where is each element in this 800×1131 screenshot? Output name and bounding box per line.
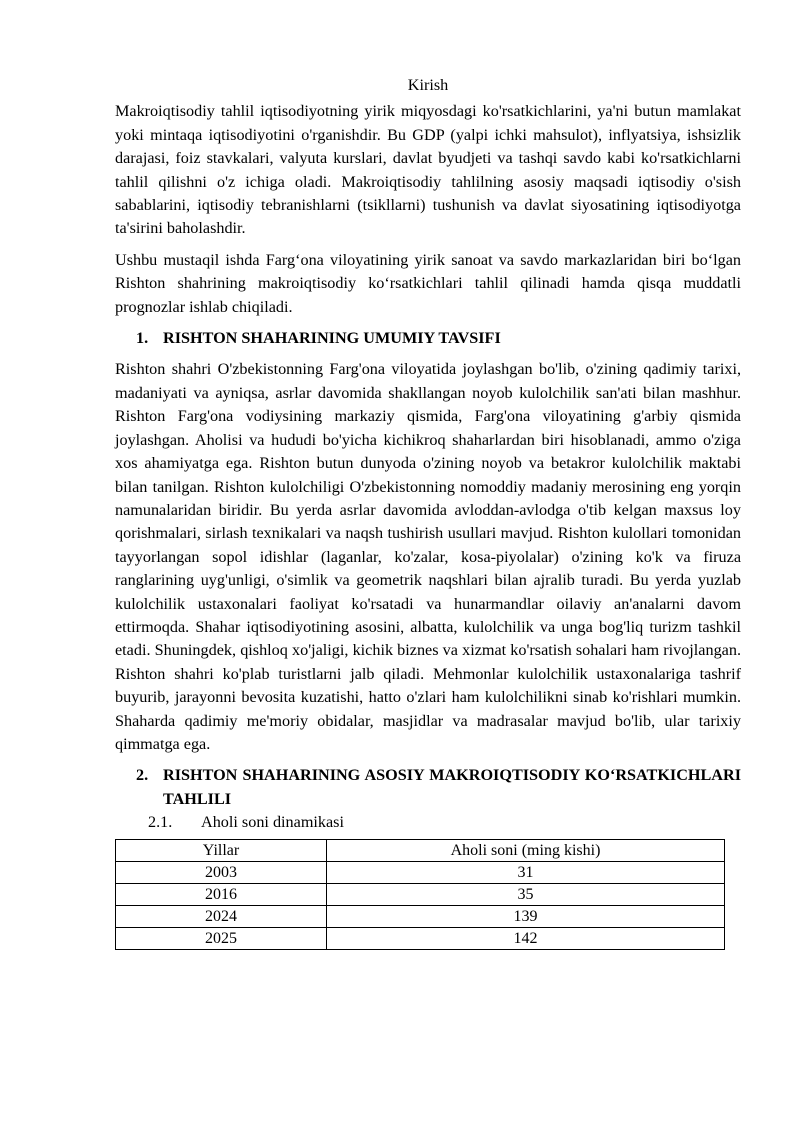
population-table (115, 839, 725, 950)
table-header-population: Aholi soni (ming kishi) (327, 839, 725, 861)
intro-paragraph-1: Makroiqtisodiy tahlil iqtisodiyotning yirik miqyosdagi ko'rsatkichlarini, ya'ni butun mamlakat yoki mintaqa iqtisodiyotini o'rganishdir. Bu GDP (yalpi ichki mahsulot), inflyatsiya, ishsizlik darajasi, foiz stavkalari, valyuta kurslari, davlat byudjeti va tashqi savdo kabi ko'rsatkichlarni tahlil qilishni o'z ichiga oladi. Makroiqtisodiy tahlilning asosiy maqsadi iqtisodiy o'sish sabablarini, iqtisodiy tebranishlarni (tsikllarni) tushunish va davlat siyosatining iqtisodiyotga ta'sirini baholashdir. (115, 102, 741, 238)
table-row (116, 861, 725, 883)
section-2-title: RISHTON SHAHARINING ASOSIY MAKROIQTISODIY KO‘RSATKICHLARI TAHLILI (163, 766, 741, 808)
section-1-number: 1. (136, 329, 149, 348)
intro-paragraph-2: Ushbu mustaqil ishda Farg‘ona viloyatining yirik sanoat va savdo markazlaridan biri bo‘lgan Rishton shahrining makroiqtisodiy ko‘rsatkichlari tahlil qilinadi hamda qisqa muddatli prognozlar ishlab chiqiladi. (115, 250, 741, 316)
subsection-2-1-number: 2.1. (148, 813, 173, 832)
table-row (116, 927, 725, 949)
table-header-row (116, 839, 725, 861)
table-cell-population: 35 (327, 883, 725, 905)
table-row (116, 883, 725, 905)
table-cell-population: 142 (327, 927, 725, 949)
document-title: Kirish (407, 76, 449, 94)
section-1-title: RISHTON SHAHARINING UMUMIY TAVSIFI (163, 329, 501, 348)
table-row (116, 905, 725, 927)
table-cell-year: 2024 (116, 905, 327, 927)
table-header-years: Yillar (116, 839, 327, 861)
subsection-2-1 (115, 811, 741, 834)
document-page (115, 74, 741, 950)
table-cell-year: 2016 (116, 883, 327, 905)
table-cell-year: 2003 (116, 861, 327, 883)
table-cell-population: 139 (327, 905, 725, 927)
section-1-paragraph: Rishton shahri O'zbekistonning Farg'ona viloyatida joylashgan bo'lib, o'zining qadimiy tarixi, madaniyati va ayniqsa, asrlar davomida shakllangan noyob kulolchilik san'ati bilan mashhur. Rishton Farg'ona vodiysining markaziy qismida, Farg'ona viloyatining g'arbiy qismida joylashgan. Aholisi va hududi bo'yicha kichikroq shaharlardan biri hisoblanadi, ammo o'ziga xos ahamiyatga ega. Rishton butun dunyoda o'zining noyob va betakror kulolchilik maktabi bilan tanilgan. Rishton kulolchiligi O'zbekistonning nomoddiy madaniy merosining eng yorqin namunalaridan biridir. Bu yerda asrlar davomida avloddan-avlodga o'tib kelgan maxsus loy qorishmalari, sirlash texnikalari va naqsh tushirish usullari mavjud. Rishton kulollari tomonidan tayyorlangan sopol idishlar (laganlar, ko'zalar, kosa-piyolalar) o'zining ko'k va firuza ranglarining uyg'unligi, o'simlik va geometrik naqshlari bilan ajralib turadi. Bu yerda yuzlab kulolchilik ustaxonalari faoliyat ko'rsatadi va hunarmandlar oilaviy an'analarni davom ettirmoqda. Shahar iqtisodiyotining asosini, albatta, kulolchilik va unga bog'liq turizm tashkil etadi. Shuningdek, qishloq xo'jaligi, kichik biznes va xizmat ko'rsatish sohalari ham rivojlangan. Rishton shahri ko'plab turistlarni jalb qiladi. Mehmonlar kulolchilik ustaxonalariga tashrif buyurib, jarayonni bevosita kuzatishi, hatto o'zlari ham kulolchilikni sinab ko'rishlari mumkin. Shaharda qadimiy me'moriy obidalar, masjidlar va madrasalar mavjud bo'lib, ular tarixiy qimmatga ega. (115, 360, 741, 753)
subsection-2-1-title: Aholi soni dinamikasi (201, 813, 344, 832)
table-cell-population: 31 (327, 861, 725, 883)
section-1-heading (115, 327, 741, 350)
section-2-heading (115, 764, 741, 811)
table-cell-year: 2025 (116, 927, 327, 949)
section-2-number: 2. (136, 766, 149, 785)
